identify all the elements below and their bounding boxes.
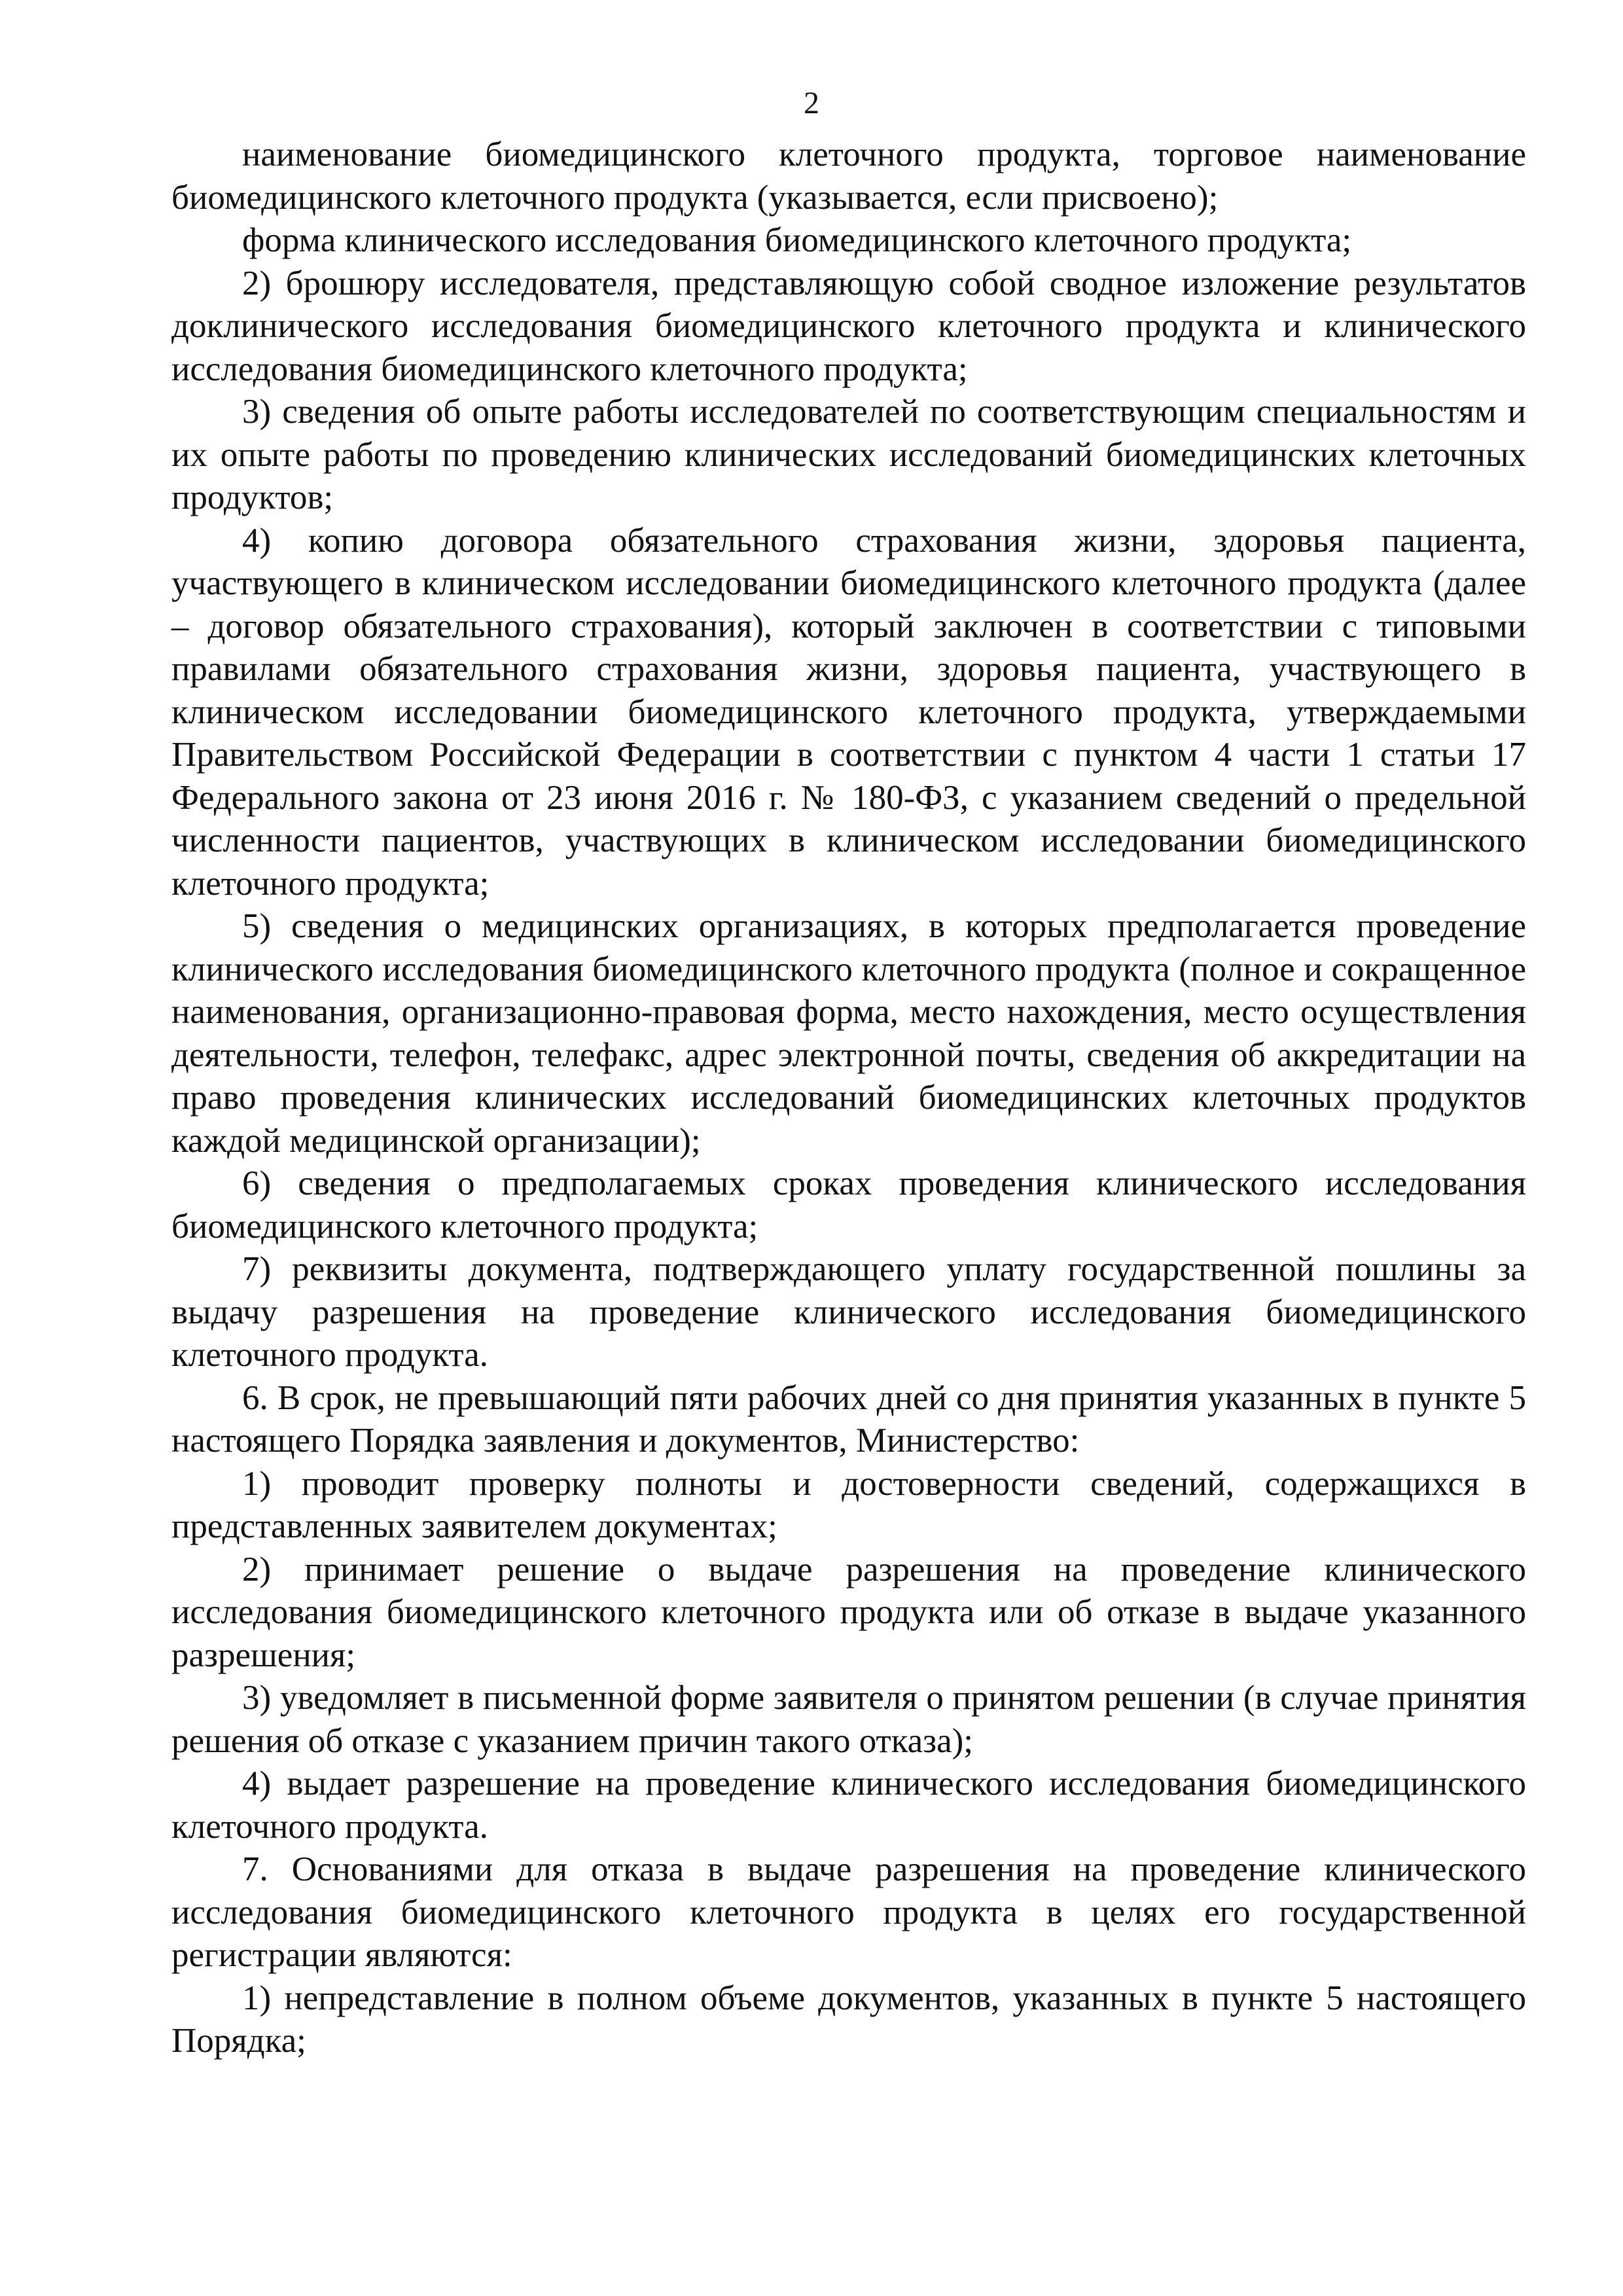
paragraph-product-name: наименование биомедицинского клеточного продукта, торговое наименование биомедицинского клеточного продукта (указывается, если присвоено);: [171, 135, 1526, 217]
document-body: [171, 134, 1526, 2063]
paragraph-study-form: форма клинического исследования биомедицинского клеточного продукта;: [242, 221, 1352, 259]
paragraph-7-item-1: 1) непредставление в полном объеме документов, указанных в пункте 5 настоящего Порядка;: [171, 1979, 1526, 2060]
paragraph-6-item-3: 3) уведомляет в письменной форме заявителя о принятом решении (в случае принятия решения об отказе с указанием причин такого отказа);: [171, 1679, 1526, 1760]
paragraph-item-3-experience: 3) сведения об опыте работы исследователей по соответствующим специальностям и их опыте работы по проведению клинических исследований биомедицинских клеточных продуктов;: [171, 393, 1526, 516]
paragraph-6-item-4: 4) выдает разрешение на проведение клинического исследования биомедицинского клеточного продукта.: [171, 1765, 1526, 1846]
paragraph-item-2-brochure: 2) брошюру исследователя, представляющую собой сводное изложение результатов доклинического исследования биомедицинского клеточного продукта и клинического исследования биомедицинского клеточного продукта;: [171, 264, 1526, 388]
page-number: 2: [804, 86, 819, 120]
paragraph-section-7: 7. Основаниями для отказа в выдаче разрешения на проведение клинического исследования биомедицинского клеточного продукта в целях его государственной регистрации являются:: [171, 1850, 1526, 1974]
paragraph-item-5-organizations: 5) сведения о медицинских организациях, в которых предполагается проведение клинического исследования биомедицинского клеточного продукта (полное и сокращенное наименования, организационно-правовая форма, место нахождения, место осуществления деятельности, телефон, телефакс, адрес электронной почты, сведения об аккредитации на право проведения клинических исследований биомедицинских клеточных продуктов каждой медицинской организации);: [171, 907, 1526, 1160]
paragraph-6-item-2: 2) принимает решение о выдаче разрешения на проведение клинического исследования биомедицинского клеточного продукта или об отказе в выдаче указанного разрешения;: [171, 1550, 1526, 1674]
paragraph-item-6-timing: 6) сведения о предполагаемых сроках проведения клинического исследования биомедицинского клеточного продукта;: [171, 1164, 1526, 1246]
paragraph-item-4-insurance: 4) копию договора обязательного страхования жизни, здоровья пациента, участвующего в клиническом исследовании биомедицинского клеточного продукта (далее – договор обязательного страхования), который заключен в соответствии с типовыми правилами обязательного страхования жизни, здоровья пациента, участвующего в клиническом исследовании биомедицинского клеточного продукта, утверждаемыми Правительством Российской Федерации в соответствии с пунктом 4 части 1 статьи 17 Федерального закона от 23 июня 2016 г. № 180-ФЗ, с указанием сведений о предельной численности пациентов, участвующих в клиническом исследовании биомедицинского клеточного продукта;: [171, 521, 1526, 903]
paragraph-section-6: 6. В срок, не превышающий пяти рабочих дней со дня принятия указанных в пункте 5 настоящего Порядка заявления и документов, Министерство:: [171, 1378, 1526, 1460]
paragraph-6-item-1: 1) проводит проверку полноты и достоверности сведений, содержащихся в представленных заявителем документах;: [171, 1464, 1526, 1545]
paragraph-item-7-fee: 7) реквизиты документа, подтверждающего уплату государственной пошлины за выдачу разрешения на проведение клинического исследования биомедицинского клеточного продукта.: [171, 1250, 1526, 1374]
